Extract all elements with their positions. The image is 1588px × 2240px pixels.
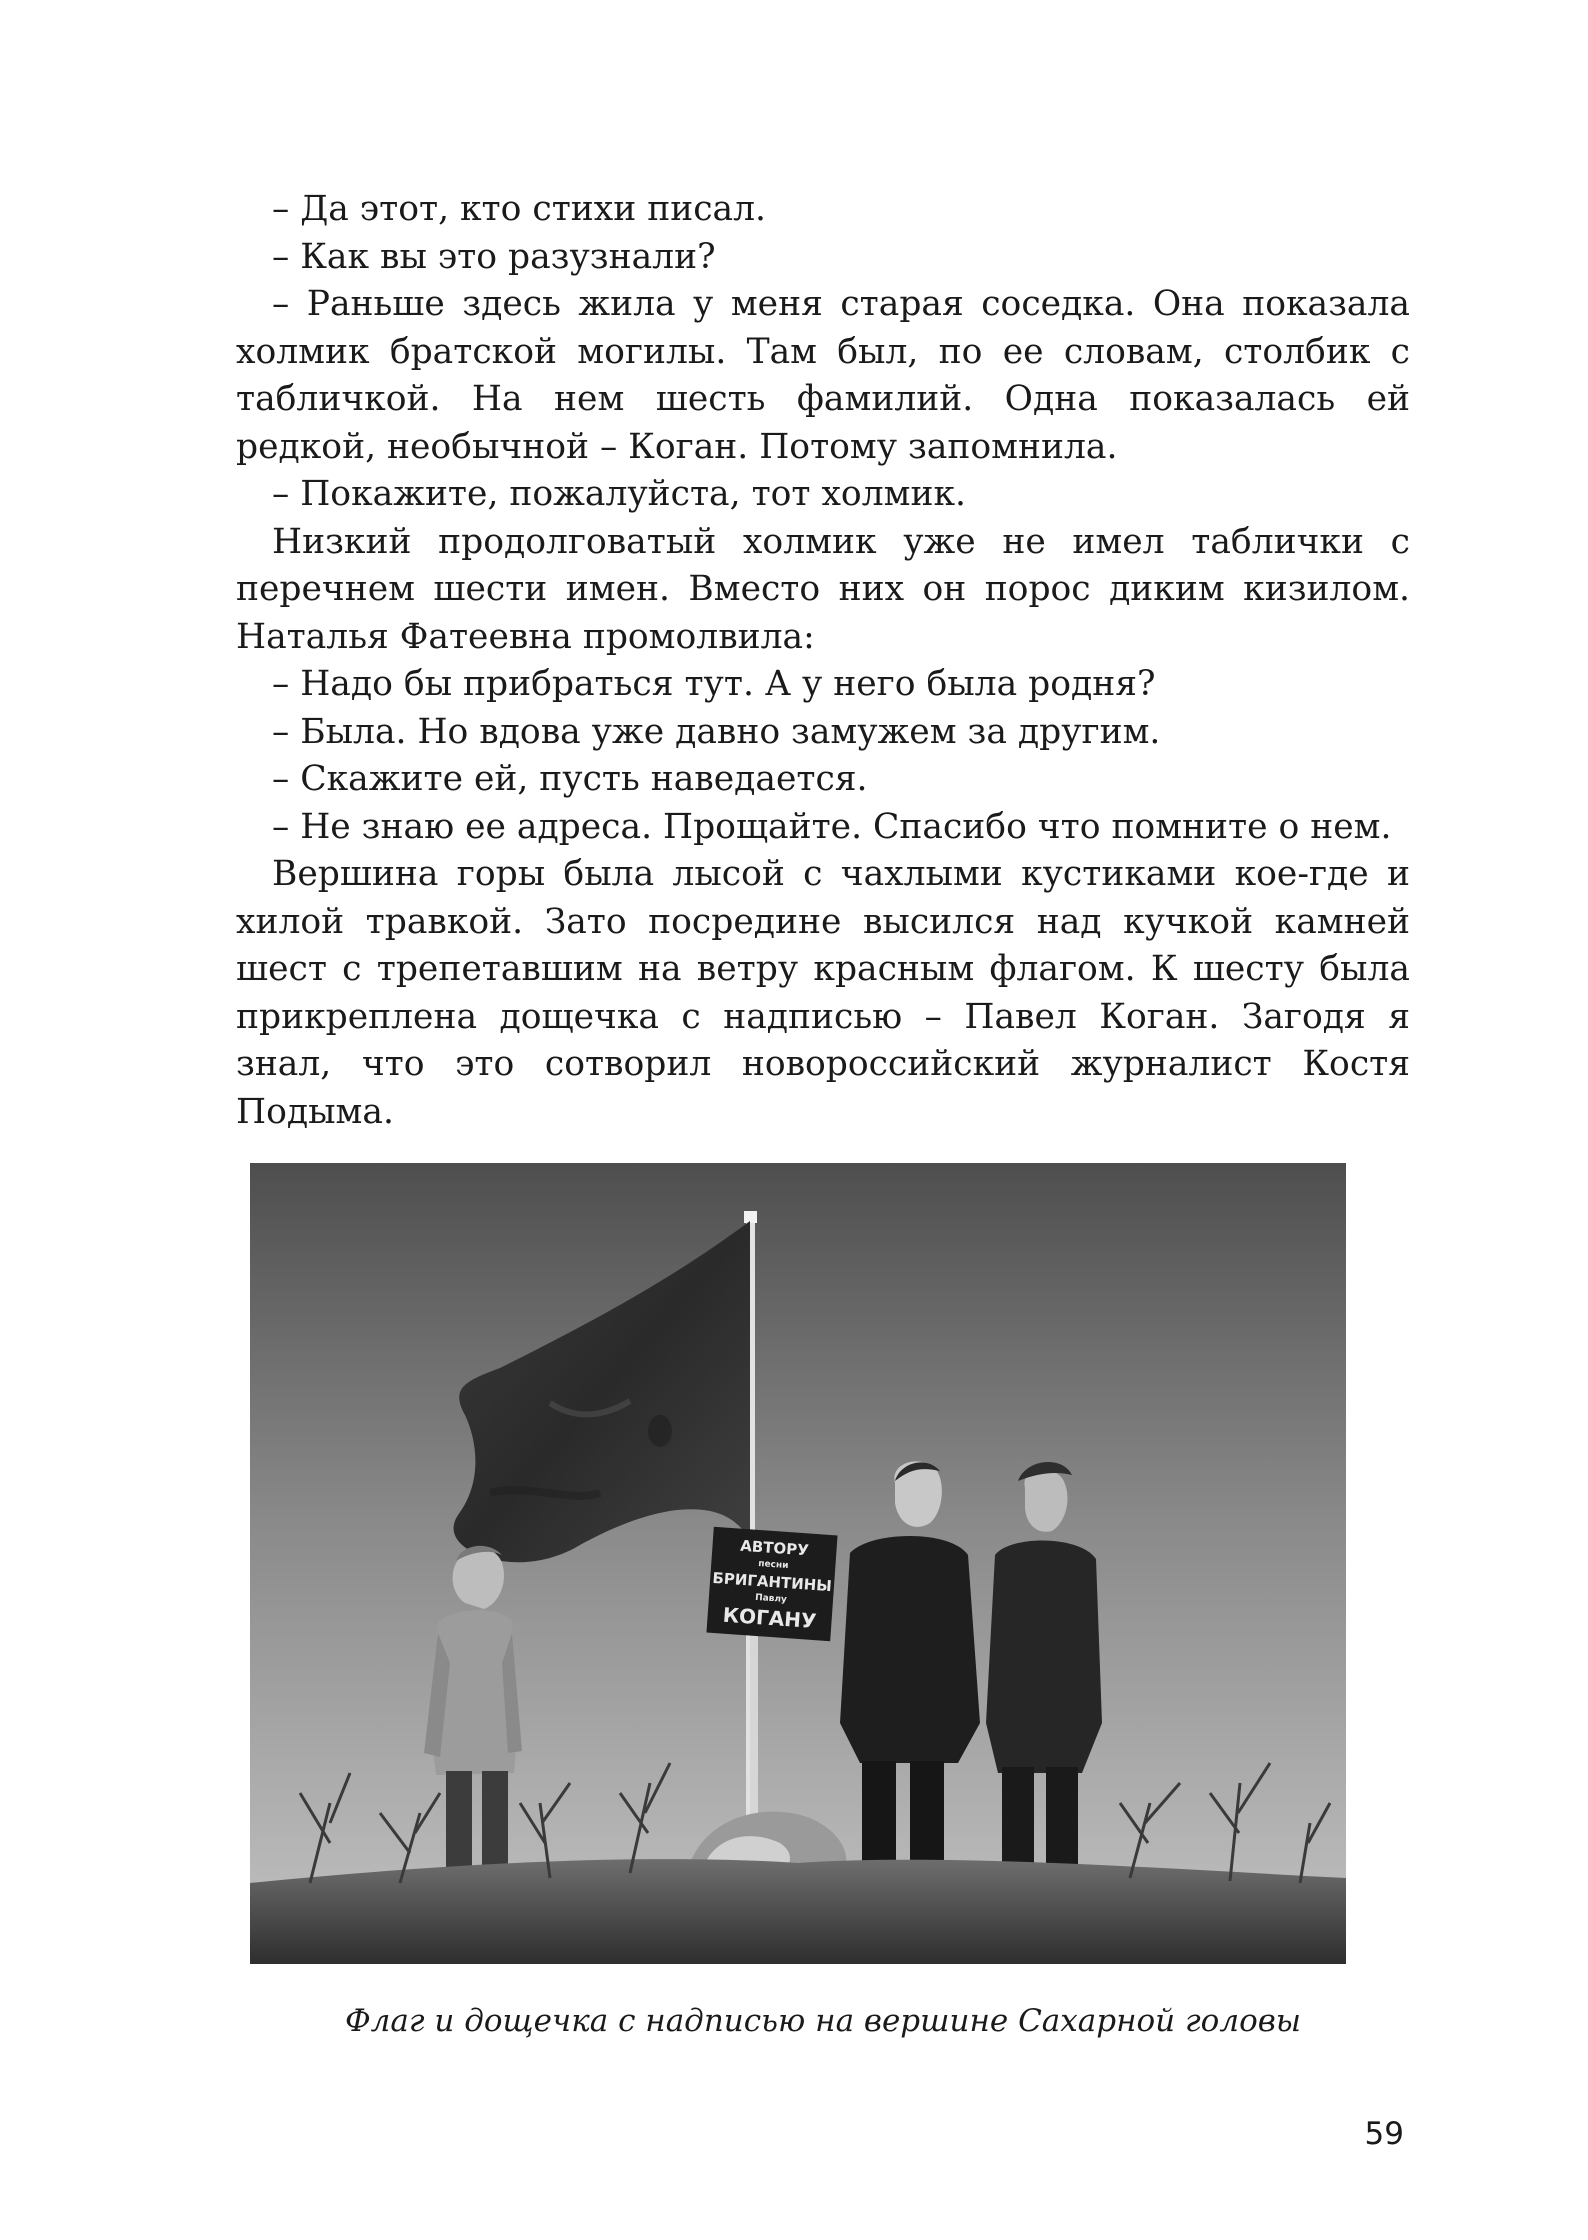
sign-line: БРИГАНТИНЫ (711, 1568, 833, 1596)
paragraph: – Была. Но вдова уже давно замужем за другим. (272, 711, 1161, 752)
paragraph: Вершина горы была лысой с чахлыми кустиками кое-где и хилой травкой. Зато посредине высился над кучкой камней шест с трепетавшим на ветру красным флагом. К шесту была прикреплена дощечка с надписью – Павел Коган. Загодя я знал, что это сотворил новороссийский журналист Костя Подыма. (236, 854, 1410, 1132)
sign-line: АВТОРУ (739, 1536, 810, 1560)
paragraph: – Да этот, кто стихи писал. (272, 189, 766, 229)
paragraph: – Скажите ей, пусть наведается. (272, 759, 868, 799)
paragraph: – Раньше здесь жила у меня старая соседка. Она показала холмик братской могилы. Там был, по ее словам, столбик с табличкой. На нем шесть фамилий. Одна показалась ей редкой, необычной – Коган. Потому запомнила. (236, 284, 1410, 467)
page-number: 59 (1364, 2116, 1404, 2152)
paragraph: – Как вы это разузнали? (272, 236, 716, 277)
memorial-sign (706, 1527, 837, 1641)
paragraph: – Покажите, пожалуйста, тот холмик. (272, 474, 966, 514)
photo-caption: Флаг и дощечка с надписью на вершине Сахарной головы (344, 2003, 1302, 2039)
sign-line: песни (757, 1559, 789, 1572)
sign-line: Павлу (754, 1592, 788, 1606)
hill-ground (250, 1859, 1346, 1964)
paragraph: – Не знаю ее адреса. Прощайте. Спасибо что помните о нем. (272, 806, 1392, 847)
paragraph: Низкий продолговатый холмик уже не имел таблички с перечнем шести имен. Вместо них он порос диким кизилом. Наталья Фатеевна промолвила: (236, 521, 1410, 657)
sign-line: КОГАНУ (722, 1602, 818, 1634)
paragraph: – Надо бы прибраться тут. А у него была родня? (272, 664, 1156, 704)
body-text (236, 186, 1410, 1136)
summit-photo (250, 1163, 1346, 1964)
